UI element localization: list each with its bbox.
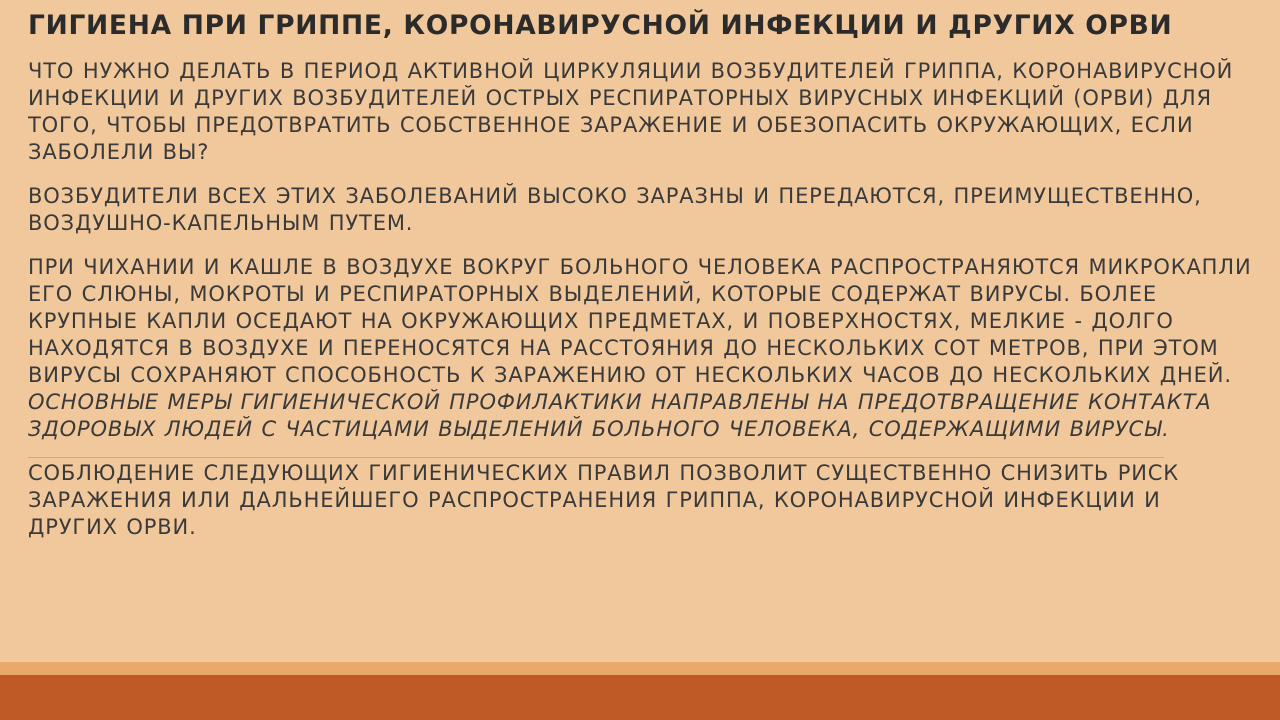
paragraph-droplets-text: ПРИ ЧИХАНИИ И КАШЛЕ В ВОЗДУХЕ ВОКРУГ БОЛЬНОГО ЧЕЛОВЕКА РАСПРОСТРАНЯЮТСЯ МИКРОКАПЛИ ЕГО СЛЮНЫ, МОКРОТЫ И РЕСПИРАТОРНЫХ ВЫДЕЛЕНИЙ, КОТОРЫЕ СОДЕРЖАТ ВИРУСЫ. БОЛЕЕ КРУПНЫЕ КАПЛИ ОСЕДАЮТ НА ОКРУЖАЮЩИХ ПРЕДМЕТАХ, И ПОВЕРХНОСТЯХ, МЕЛКИЕ - ДОЛГО НАХОДЯТСЯ В ВОЗДУХЕ И ПЕРЕНОСЯТСЯ НА РАССТОЯНИЯ ДО НЕСКОЛЬКИХ СОТ МЕТРОВ, ПРИ ЭТОМ ВИРУСЫ СОХРАНЯЮТ СПОСОБНОСТЬ К ЗАРАЖЕНИЮ ОТ НЕСКОЛЬКИХ ЧАСОВ ДО НЕСКОЛЬКИХ ДНЕЙ. [28, 255, 1252, 388]
footer-accent-band [0, 662, 1280, 675]
page-title: ГИГИЕНА ПРИ ГРИППЕ, КОРОНАВИРУСНОЙ ИНФЕКЦИИ И ДРУГИХ ОРВИ [28, 10, 1173, 41]
paragraph-transmission: ВОЗБУДИТЕЛИ ВСЕХ ЭТИХ ЗАБОЛЕВАНИЙ ВЫСОКО ЗАРАЗНЫ И ПЕРЕДАЮТСЯ, ПРЕИМУЩЕСТВЕННО, ВОЗДУШНО-КАПЕЛЬНЫМ ПУТЕМ. [28, 184, 1202, 236]
paragraph-droplets [28, 254, 1252, 443]
footer-bar [0, 675, 1280, 720]
paragraph-droplets-emphasis: ОСНОВНЫЕ МЕРЫ ГИГИЕНИЧЕСКОЙ ПРОФИЛАКТИКИ НАПРАВЛЕНЫ НА ПРЕДОТВРАЩЕНИЕ КОНТАКТА ЗДОРОВЫХ ЛЮДЕЙ С ЧАСТИЦАМИ ВЫДЕЛЕНИЙ БОЛЬНОГО ЧЕЛОВЕКА, СОДЕРЖАЩИМИ ВИРУСЫ. [28, 390, 1212, 442]
paragraph-intro: ЧТО НУЖНО ДЕЛАТЬ В ПЕРИОД АКТИВНОЙ ЦИРКУЛЯЦИИ ВОЗБУДИТЕЛЕЙ ГРИППА, КОРОНАВИРУСНОЙ ИНФЕКЦИИ И ДРУГИХ ВОЗБУДИТЕЛЕЙ ОСТРЫХ РЕСПИРАТОРНЫХ ВИРУСНЫХ ИНФЕКЦИЙ (ОРВИ) ДЛЯ ТОГО, ЧТОБЫ ПРЕДОТВРАТИТЬ СОБСТВЕННОЕ ЗАРАЖЕНИЕ И ОБЕЗОПАСИТЬ ОКРУЖАЮЩИХ, ЕСЛИ ЗАБОЛЕЛИ ВЫ? [28, 59, 1234, 165]
paragraph-conclusion: СОБЛЮДЕНИЕ СЛЕДУЮЩИХ ГИГИЕНИЧЕСКИХ ПРАВИЛ ПОЗВОЛИТ СУЩЕСТВЕННО СНИЗИТЬ РИСК ЗАРАЖЕНИЯ ИЛИ ДАЛЬНЕЙШЕГО РАСПРОСТРАНЕНИЯ ГРИППА, КОРОНАВИРУСНОЙ ИНФЕКЦИИ И ДРУГИХ ОРВИ. [28, 461, 1180, 540]
